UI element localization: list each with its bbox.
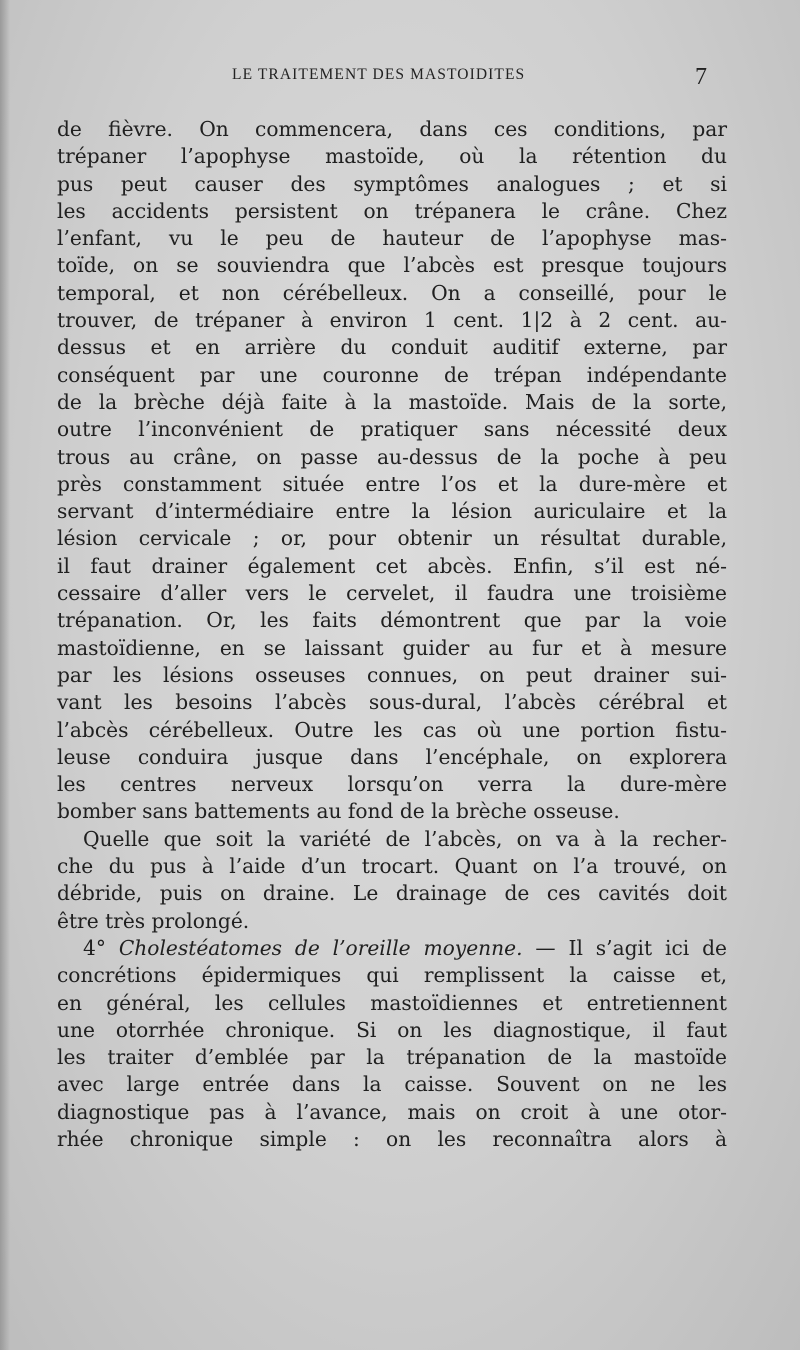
paragraph-end-line: être très prolongé. [57, 908, 250, 933]
text-line: rhée chronique simple : on les reconnaîtra alors à [57, 1126, 727, 1151]
paragraph-end-line: bomber sans battements au fond de la brèche osseuse. [57, 799, 620, 824]
text-line: leuse conduira jusque dans l’encéphale, on explorera [57, 744, 727, 769]
text-line: il faut drainer également cet abcès. Enfin, s’il est né- [57, 553, 727, 578]
text-line: l’abcès cérébelleux. Outre les cas où une portion fistu- [57, 717, 727, 742]
text-line: trous au crâne, on passe au-dessus de la poche à peu [57, 444, 727, 469]
text-line: en général, les cellules mastoïdiennes et entretiennent [57, 990, 727, 1015]
text-line: de la brèche déjà faite à la mastoïde. Mais de la sorte, [57, 389, 727, 414]
text-line: les centres nerveux lorsqu’on verra la dure-mère [57, 772, 727, 797]
body-text [57, 116, 727, 1153]
text-line: trépanation. Or, les faits démontrent que par la voie [57, 608, 727, 633]
text-line: outre l’inconvénient de pratiquer sans nécessité deux [57, 417, 727, 442]
text-line: trouver, de trépaner à environ 1 cent. 1|2 à 2 cent. au- [57, 308, 727, 333]
text-line: conséquent par une couronne de trépan indépendante [57, 362, 727, 387]
text-line: les accidents persistent on trépanera le crâne. Chez [57, 198, 727, 223]
text-line: une otorrhée chronique. Si on les diagnostique, il faut [57, 1017, 727, 1042]
text-line: près constamment située entre l’os et la dure-mère et [57, 471, 727, 496]
text-line: par les lésions osseuses connues, on peut drainer sui- [57, 662, 727, 687]
running-head: LE TRAITEMENT DES MASTOIDITES [232, 66, 526, 83]
text-line: servant d’intermédiaire entre la lésion auriculaire et la [57, 499, 727, 524]
text-line: toïde, on se souviendra que l’abcès est presque toujours [57, 253, 727, 278]
text-line: les traiter d’emblée par la trépanation de la mastoïde [57, 1045, 727, 1070]
text-line: avec large entrée dans la caisse. Souvent on ne les [57, 1072, 727, 1097]
section-heading-line [57, 935, 727, 962]
section-number: 4° [83, 935, 106, 960]
text-line: l’enfant, vu le peu de hauteur de l’apophyse mas- [57, 226, 727, 251]
text-line: trépaner l’apophyse mastoïde, où la rétention du [57, 144, 727, 169]
page-gutter-shadow [0, 0, 10, 1350]
text-line: lésion cervicale ; or, pour obtenir un résultat durable, [57, 526, 727, 551]
text-line: de fièvre. On commencera, dans ces conditions, par [57, 117, 727, 141]
text-line: mastoïdienne, en se laissant guider au fur et à mesure [57, 635, 727, 660]
text-line: débride, puis on draine. Le drainage de ces cavités doit [57, 881, 727, 906]
page-number: 7 [695, 64, 707, 90]
text-line: che du pus à l’aide d’un trocart. Quant on l’a trouvé, on [57, 854, 727, 879]
section-lead-text: — Il s’agit ici de [522, 935, 727, 960]
text-line: vant les besoins l’abcès sous-dural, l’abcès cérébral et [57, 690, 727, 715]
text-line: diagnostique pas à l’avance, mais on croit à une otor- [57, 1099, 727, 1124]
text-line: temporal, et non cérébelleux. On a conseillé, pour le [57, 280, 727, 305]
section-title: Cholestéatomes de l’oreille moyenne. [118, 935, 523, 960]
text-line: pus peut causer des symptômes analogues ; et si [57, 171, 727, 196]
paragraph-start-line: Quelle que soit la variété de l’abcès, on va à la recher- [83, 826, 727, 851]
text-line: concrétions épidermiques qui remplissent la caisse et, [57, 963, 727, 988]
text-line: dessus et en arrière du conduit auditif externe, par [57, 335, 727, 360]
text-line: cessaire d’aller vers le cervelet, il faudra une troisième [57, 581, 727, 606]
